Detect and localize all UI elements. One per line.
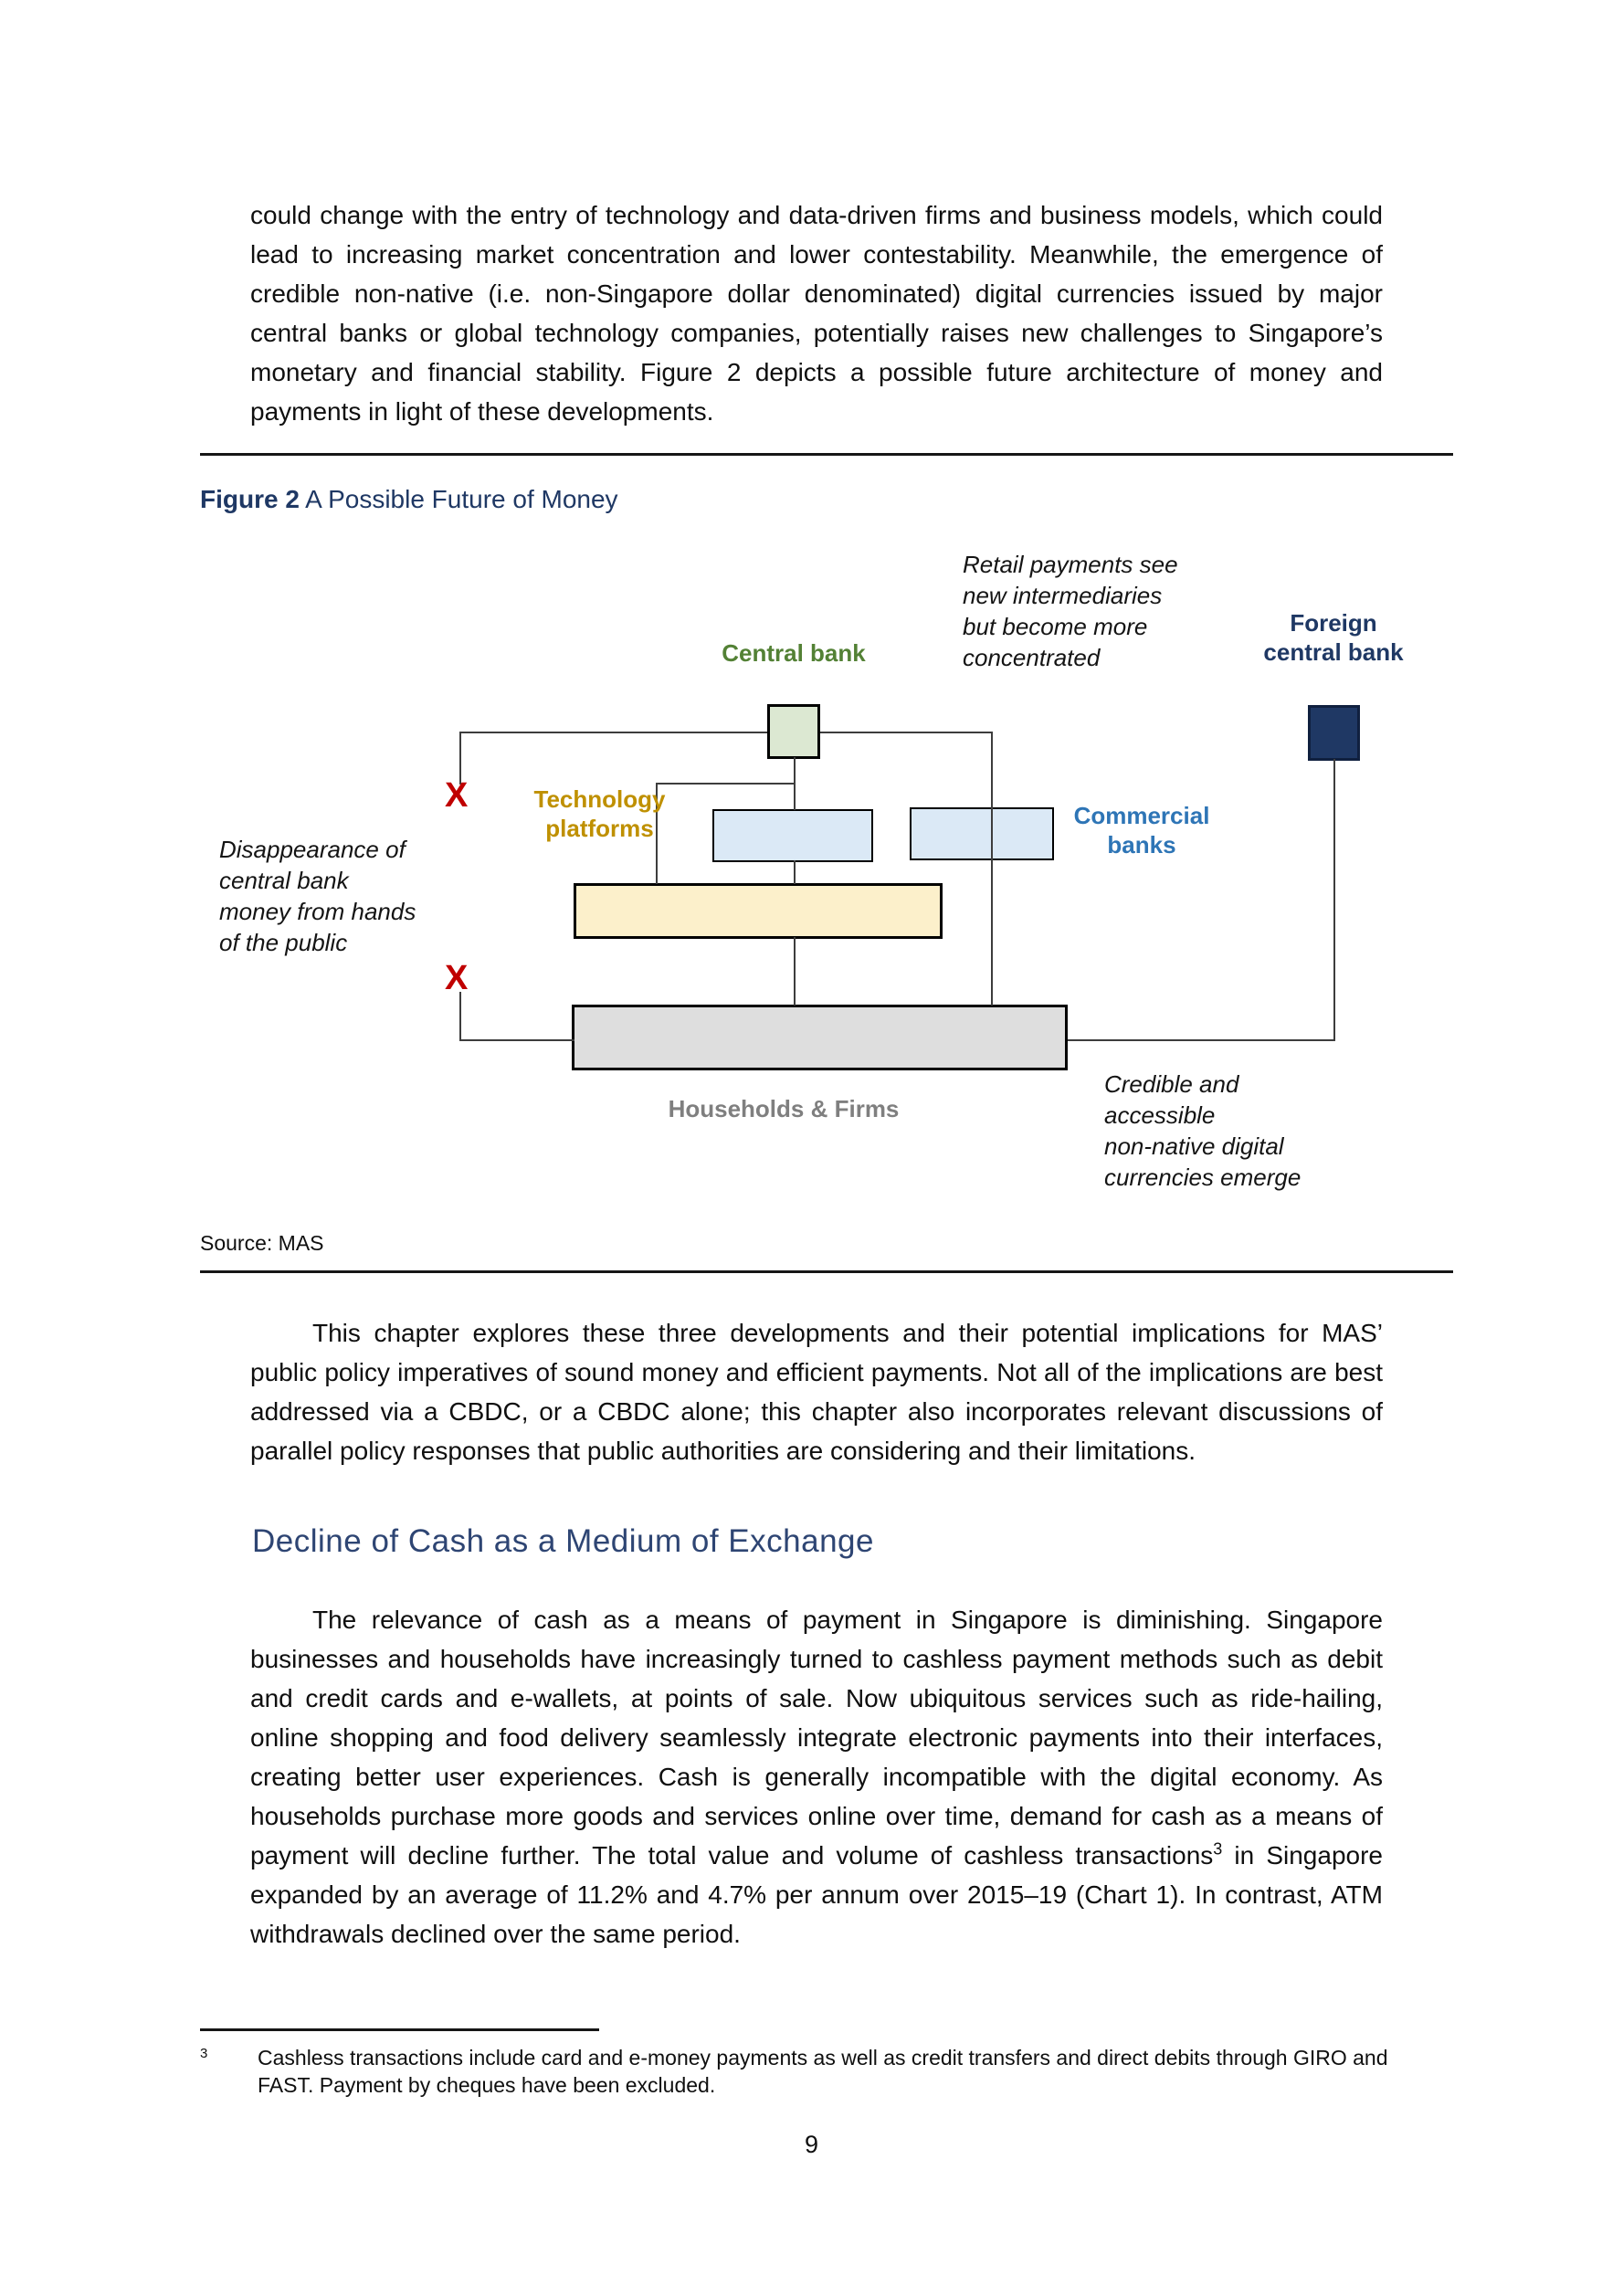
- figure-diagram: [200, 511, 1453, 1224]
- commercial-banks-label: Commercial banks: [1073, 802, 1210, 858]
- figure-source: Source: MAS: [200, 1231, 324, 1255]
- footnote: [200, 2044, 1435, 2099]
- connector-left-to-households: [459, 1039, 574, 1041]
- commercial-bank-box-right: [910, 807, 1054, 860]
- page-number: 9: [804, 2131, 819, 2158]
- technology-platforms-label: Technology platforms: [533, 785, 666, 842]
- connector-central-to-right: [820, 732, 992, 733]
- figure-top-rule: [200, 453, 1453, 456]
- households-firms-box: [572, 1005, 1068, 1070]
- connector-platform-to-households: [794, 937, 796, 1006]
- severed-link-x-top: X: [445, 776, 469, 815]
- retail-payments-note: Retail payments see new intermediaries but become more concentrated: [963, 551, 1178, 671]
- connector-right-vertical: [991, 732, 993, 1006]
- figure-title-text: A Possible Future of Money: [305, 485, 618, 513]
- paragraph-1: could change with the entry of technology and data-driven firms and business models, which could lead to increasing market concentration and lower contestability. Meanwhile, the emergence of credible non-native (i.e. non-Singapore dollar denominated) digital currencies issued by major central banks or global technology companies, potentially raises new challenges to Singapore’s monetary and financial stability. Figure 2 depicts a possible future architecture of money and payments in light of these developments.: [250, 201, 1383, 426]
- paragraph-3-text-cont: in Singapore expanded by an average of 11.2% and 4.7% per annum over 2015–19 (Chart 1). In contrast, ATM withdrawals declined over the same period.: [250, 1841, 1383, 1948]
- paragraph-3-text: The relevance of cash as a means of payment in Singapore is diminishing. Singapore businesses and households have increasingly turned to cashless payment methods such as debit and credit cards and e-wallets, at points of sale. Now ubiquitous services such as ride-hailing, online shopping and food delivery seamlessly integrate electronic payments into their interfaces, creating better user experiences. Cash is generally incompatible with the digital economy. As households purchase more goods and services online over time, demand for cash as a means of payment will decline further. The total value and volume of cashless transactions: [250, 1606, 1383, 1869]
- connector-central-to-left: [459, 732, 767, 733]
- section-heading: Decline of Cash as a Medium of Exchange: [252, 1523, 874, 1559]
- foreign-central-bank-label: Foreign central bank: [1263, 609, 1404, 666]
- paragraph-3: [250, 1600, 1383, 1954]
- figure-title: [200, 485, 618, 514]
- technology-platform-box: [574, 883, 943, 939]
- footnote-text: Cashless transactions include card and e-money payments as well as credit transfers and direct debits through GIRO and FAST. Payment by cheques have been excluded.: [258, 2046, 1388, 2097]
- footnote-rule: [200, 2028, 599, 2031]
- footnote-reference-3: 3: [1213, 1839, 1223, 1859]
- connector-foreign-vertical: [1333, 759, 1335, 1040]
- disappearance-note: Disappearance of central bank money from hands of the public: [219, 836, 416, 956]
- households-firms-label: Households & Firms: [668, 1095, 900, 1122]
- commercial-bank-box-left: [712, 809, 873, 862]
- severed-link-x-bottom: X: [445, 959, 469, 997]
- connector-left-lower-vertical: [459, 992, 461, 1040]
- credible-currencies-note: Credible and accessible non-native digital currencies emerge: [1104, 1070, 1302, 1191]
- footnote-marker: 3: [200, 2046, 208, 2061]
- connector-bank-to-platform: [794, 860, 796, 884]
- connector-foreign-to-households: [1068, 1039, 1335, 1041]
- figure-bottom-rule: [200, 1270, 1453, 1273]
- paragraph-2: This chapter explores these three developments and their potential implications for MAS’ public policy imperatives of sound money and efficient payments. Not all of the implications are best addressed via a CBDC, or a CBDC alone; this chapter also incorporates relevant discussions of parallel policy responses that public authorities are considering and their limitations.: [250, 1319, 1383, 1465]
- figure-number: Figure 2: [200, 485, 300, 513]
- central-bank-label: Central bank: [722, 639, 866, 667]
- foreign-central-bank-box: [1308, 705, 1360, 761]
- central-bank-box: [767, 704, 820, 759]
